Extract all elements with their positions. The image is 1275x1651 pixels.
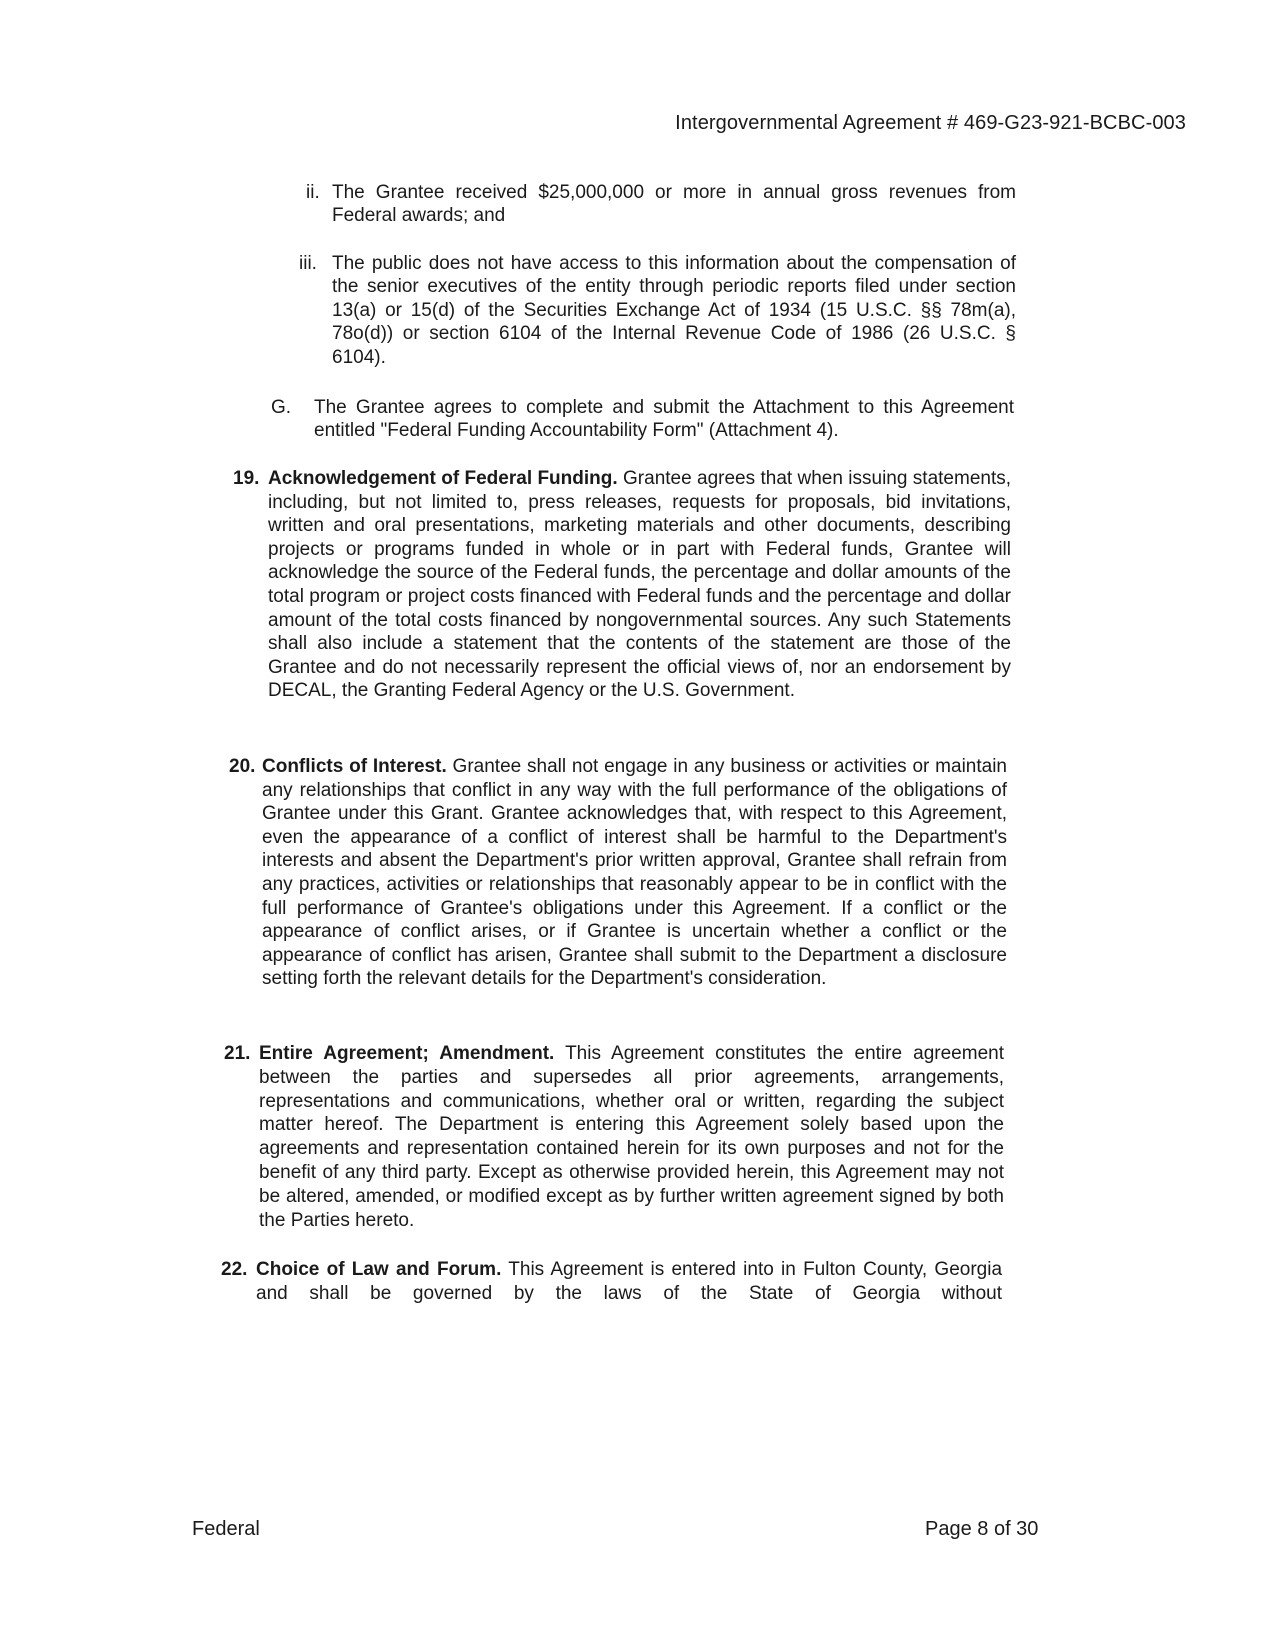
section-number: 20. (229, 756, 256, 777)
list-item-label: iii. (299, 253, 317, 274)
section-number: 21. (224, 1043, 251, 1064)
section-number: 19. (233, 468, 260, 489)
section-20 (229, 755, 1007, 991)
section-number: 22. (221, 1259, 248, 1280)
section-text: This Agreement constitutes the entire agreement between the parties and supersedes all prior agreements, arrangements, representations and communications, whether oral or written, regarding the subject matter hereof. The Department is entering this Agreement solely based upon the agreements and representation contained herein for its own purposes and not for the benefit of any third party. Except as otherwise provided herein, this Agreement may not be altered, amended, or modified except as by further written agreement signed by both the Parties hereto. (259, 1043, 1004, 1231)
page-header: Intergovernmental Agreement # 469-G23-921-BCBC-003 (675, 112, 1186, 134)
section-text: Grantee shall not engage in any business or activities or maintain any relationships that conflict in any way with the full performance of the obligations of Grantee under this Grant. Grantee acknowledges that, with respect to this Agreement, even the appearance of a conflict of interest shall be harmful to the Department's interests and absent the Department's prior written approval, Grantee shall refrain from any practices, activities or relationships that reasonably appear to be in conflict with the full performance of Grantee's obligations under this Agreement. If a conflict or the appearance of conflict arises, or if Grantee is uncertain whether a conflict or the appearance of conflict has arisen, Grantee shall submit to the Department a disclosure setting forth the relevant details for the Department's consideration. (262, 756, 1007, 990)
section-19 (233, 467, 1011, 703)
section-21 (224, 1042, 1004, 1232)
section-body (268, 467, 1011, 703)
list-item-iii (299, 252, 1016, 369)
list-item-text: The public does not have access to this information about the compensation of the senior executives of the entity through periodic reports filed under section 13(a) or 15(d) of the Securities Exchange Act of 1934 (15 U.S.C. §§ 78m(a), 78o(d)) or section 6104 of the Internal Revenue Code of 1986 (26 U.S.C. § 6104). (332, 253, 1016, 368)
section-title: Conflicts of Interest. (262, 756, 447, 777)
section-22 (221, 1258, 1002, 1306)
section-title: Entire Agreement; Amendment. (259, 1043, 555, 1064)
section-body (259, 1042, 1004, 1232)
list-item-text: The Grantee agrees to complete and submit the Attachment to this Agreement entitled "Federal Funding Accountability Form" (Attachment 4). (314, 397, 1014, 442)
footer-left-label: Federal (192, 1518, 260, 1540)
page-number: Page 8 of 30 (925, 1518, 1039, 1540)
list-item-label: ii. (306, 182, 320, 203)
list-item-g (271, 396, 1014, 443)
section-body (262, 755, 1007, 991)
section-title: Acknowledgement of Federal Funding. (268, 468, 618, 489)
section-text: This Agreement is entered into in Fulton County, Georgia and shall be governed by the laws of the State of Georgia without (256, 1259, 1003, 1304)
section-text: Grantee agrees that when issuing statements, including, but not limited to, press releases, requests for proposals, bid invitations, written and oral presentations, marketing materials and other documents, describing projects or programs funded in whole or in part with Federal funds, Grantee will acknowledge the source of the Federal funds, the percentage and dollar amounts of the total program or project costs financed with Federal funds and the percentage and dollar amount of the total costs financed by nongovernmental sources. Any such Statements shall also include a statement that the contents of the statement are those of the Grantee and do not necessarily represent the official views of, nor an endorsement by DECAL, the Granting Federal Agency or the U.S. Government. (268, 468, 1012, 702)
section-body (256, 1258, 1002, 1306)
list-item-text: The Grantee received $25,000,000 or more in annual gross revenues from Federal awards; and (332, 182, 1016, 227)
list-item-ii (306, 181, 1016, 228)
list-item-label: G. (271, 397, 292, 418)
section-title: Choice of Law and Forum. (256, 1259, 502, 1280)
